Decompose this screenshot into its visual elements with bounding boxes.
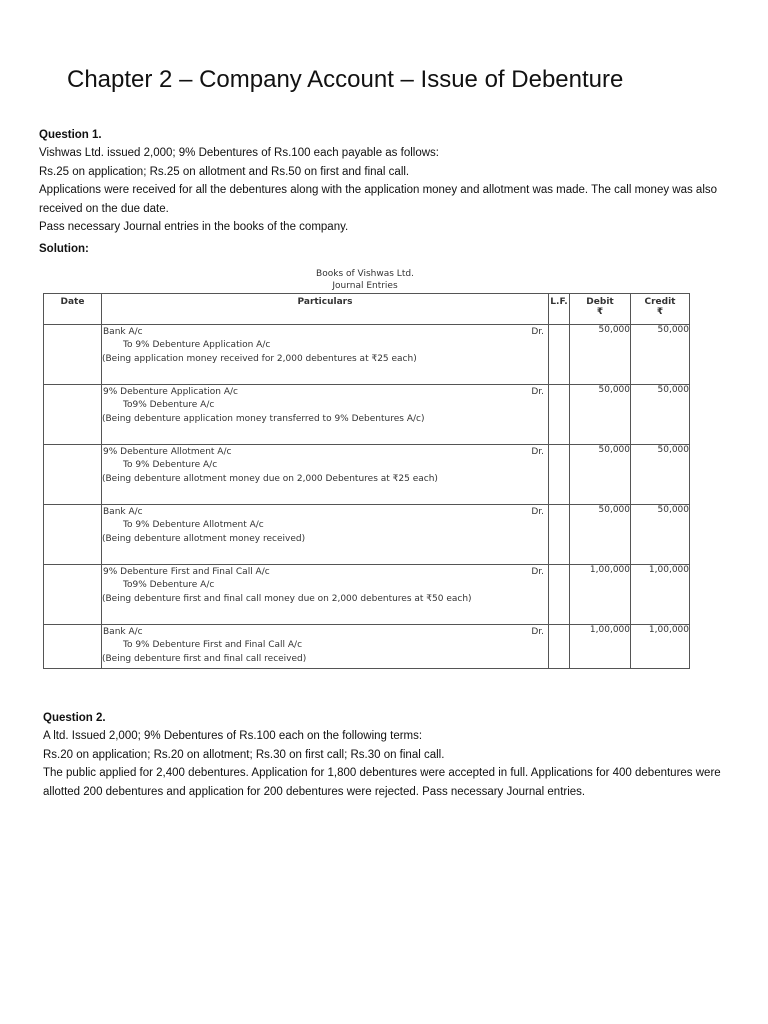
credit-label: Credit [644, 297, 676, 307]
question-1-heading: Question 1. [39, 129, 102, 141]
lf-cell [549, 385, 570, 445]
question-2-line: Rs.20 on application; Rs.20 on allotment; Rs.30 on first call; Rs.30 on final call. [43, 748, 445, 761]
lf-cell [549, 565, 570, 625]
dr-label: Dr. [531, 627, 544, 637]
journal-entry-row [44, 385, 690, 445]
credit-account: To 9% Debenture Allotment A/c [123, 520, 264, 530]
credit-account: To9% Debenture A/c [123, 400, 215, 410]
debit-amount: 50,000 [570, 505, 631, 565]
debit-account: 9% Debenture First and Final Call A/c [103, 567, 270, 577]
debit-account: Bank A/c [103, 627, 143, 637]
date-column-header: Date [44, 294, 102, 325]
date-cell [44, 445, 102, 505]
debit-account: 9% Debenture Application A/c [103, 387, 238, 397]
lf-column-header: L.F. [549, 294, 570, 325]
credit-amount: 50,000 [631, 325, 690, 385]
particulars-cell [102, 565, 549, 625]
debit-account: Bank A/c [103, 507, 143, 517]
rupee-icon: ₹ [656, 307, 664, 317]
credit-account: To 9% Debenture Application A/c [123, 340, 271, 350]
narration: (Being debenture application money transferred to 9% Debentures A/c) [102, 414, 425, 424]
credit-amount: 50,000 [631, 445, 690, 505]
question-1-line: Applications were received for all the debentures along with the application money and allotment was made. The call money was also received on the due date. [39, 184, 718, 215]
narration: (Being application money received for 2,000 debentures at ₹25 each) [102, 354, 417, 364]
journal-table [43, 293, 690, 669]
dr-label: Dr. [531, 387, 544, 397]
dr-label: Dr. [531, 327, 544, 337]
question-2-line: The public applied for 2,400 debentures. Application for 1,800 debentures were accepted in full. Applications for 400 debentures were allotted 200 debentures and application for 200 debentures were rejected. Pass necessary Journal entries. [43, 767, 721, 798]
lf-cell [549, 625, 570, 669]
debit-label: Debit [586, 297, 614, 307]
date-cell [44, 625, 102, 669]
debit-column-header [570, 294, 631, 325]
credit-account: To 9% Debenture First and Final Call A/c [123, 640, 303, 650]
dr-label: Dr. [531, 507, 544, 517]
particulars-column-header: Particulars [102, 294, 549, 325]
journal-entry-row [44, 625, 690, 669]
date-cell [44, 565, 102, 625]
credit-amount: 1,00,000 [631, 565, 690, 625]
credit-amount: 1,00,000 [631, 625, 690, 669]
solution-label: Solution: [39, 243, 89, 255]
date-cell [44, 325, 102, 385]
lf-cell [549, 505, 570, 565]
dr-label: Dr. [531, 567, 544, 577]
question-1 [39, 126, 739, 236]
credit-account: To9% Debenture A/c [123, 580, 215, 590]
journal-header-row [44, 294, 690, 325]
credit-account: To 9% Debenture A/c [123, 460, 218, 470]
lf-cell [549, 325, 570, 385]
debit-amount: 1,00,000 [570, 565, 631, 625]
particulars-cell [102, 445, 549, 505]
journal-heading: Journal Entries [332, 281, 398, 291]
credit-amount: 50,000 [631, 505, 690, 565]
particulars-cell [102, 505, 549, 565]
question-1-line: Rs.25 on application; Rs.25 on allotment and Rs.50 on first and final call. [39, 165, 410, 178]
narration: (Being debenture first and final call money due on 2,000 debentures at ₹50 each) [102, 594, 472, 604]
rupee-icon: ₹ [596, 307, 604, 317]
journal-entry-row [44, 565, 690, 625]
dr-label: Dr. [531, 447, 544, 457]
debit-amount: 50,000 [570, 385, 631, 445]
narration: (Being debenture allotment money due on 2,000 Debentures at ₹25 each) [102, 474, 438, 484]
debit-amount: 1,00,000 [570, 625, 631, 669]
particulars-cell [102, 625, 549, 669]
question-2-line: A ltd. Issued 2,000; 9% Debentures of Rs.100 each on the following terms: [43, 730, 423, 743]
debit-account: 9% Debenture Allotment A/c [103, 447, 232, 457]
credit-column-header [631, 294, 690, 325]
question-1-line: Vishwas Ltd. issued 2,000; 9% Debentures of Rs.100 each payable as follows: [39, 147, 439, 160]
question-2-heading: Question 2. [43, 712, 106, 724]
question-1-line: Pass necessary Journal entries in the books of the company. [39, 221, 349, 234]
question-2 [43, 709, 743, 801]
book-heading: Books of Vishwas Ltd. [316, 269, 414, 279]
date-cell [44, 505, 102, 565]
date-cell [44, 385, 102, 445]
journal-entry-row [44, 445, 690, 505]
particulars-cell [102, 325, 549, 385]
narration: (Being debenture allotment money received) [102, 534, 306, 544]
particulars-cell [102, 385, 549, 445]
credit-amount: 50,000 [631, 385, 690, 445]
lf-cell [549, 445, 570, 505]
debit-amount: 50,000 [570, 325, 631, 385]
page-title: Chapter 2 – Company Account – Issue of Debenture [67, 66, 624, 93]
debit-account: Bank A/c [103, 327, 143, 337]
debit-amount: 50,000 [570, 445, 631, 505]
journal-entry-row [44, 325, 690, 385]
narration: (Being debenture first and final call received) [102, 654, 307, 664]
journal-entry-row [44, 505, 690, 565]
